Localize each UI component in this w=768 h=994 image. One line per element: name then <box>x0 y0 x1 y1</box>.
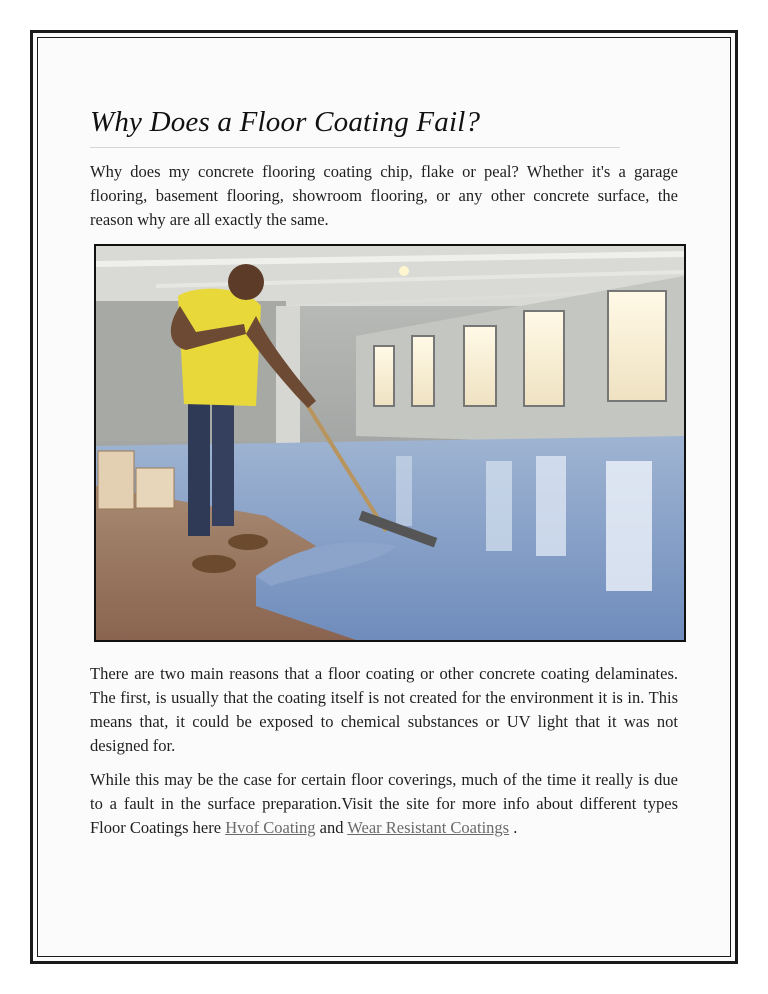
floor-coating-photo <box>94 244 686 642</box>
preparation-paragraph <box>90 768 678 840</box>
link-connector: and <box>315 818 348 837</box>
article-content <box>90 100 678 840</box>
intro-paragraph: Why does my concrete flooring coating chip, flake or peal? Whether it's a garage flooring, basement flooring, showroom flooring, or any other concrete surface, the reason why are all exactly the same. <box>90 162 678 229</box>
paragraph-ending: . <box>509 818 518 837</box>
hvof-coating-link[interactable]: Hvof Coating <box>225 818 316 837</box>
title-divider <box>90 147 620 148</box>
wear-resistant-coatings-link[interactable]: Wear Resistant Coatings <box>347 818 510 837</box>
article-title: Why Does a Floor Coating Fail? <box>90 106 481 138</box>
preparation-text: While this may be the case for certain floor coverings, much of the time it really is due to a fault in the surface preparation.Visit the site for more info about different types Floor Coatings here <box>90 770 678 837</box>
reasons-paragraph: There are two main reasons that a floor coating or other concrete coating delaminates. The first, is usually that the coating itself is not created for the environment it is in. This means that, it could be exposed to chemical substances or UV light that it was not designed for. <box>90 664 678 755</box>
